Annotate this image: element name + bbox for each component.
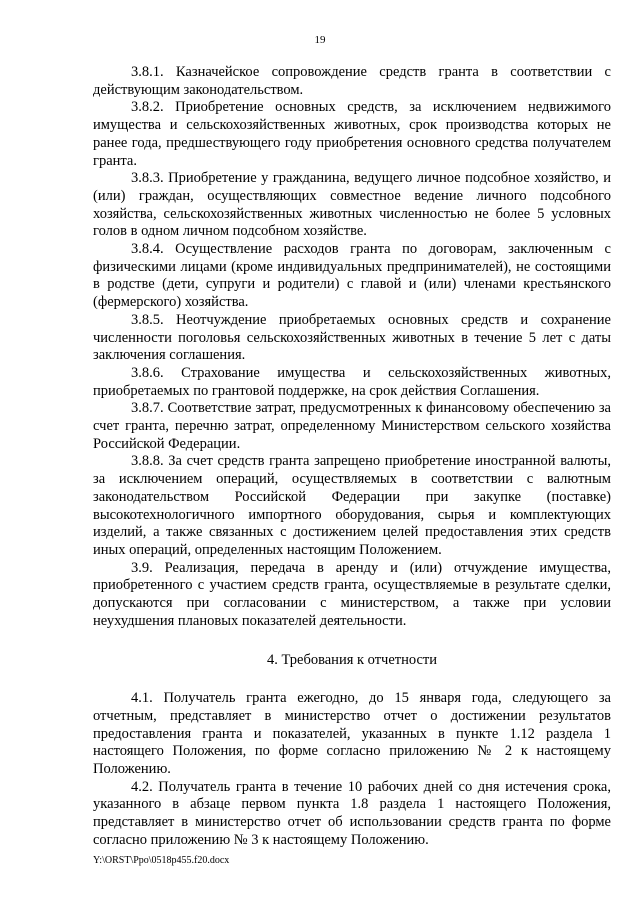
paragraph-3-9: 3.9. Реализация, передача в аренду и (или) отчуждение имущества, приобретенного с участием средств гранта, осуществляемые в результате сделки, допускаются при согласовании с министерством, а также при условии неухудшения плановых показателей деятельности. xyxy=(93,559,611,629)
paragraph-4-2: 4.2. Получатель гранта в течение 10 рабочих дней со дня истечения срока, указанного в абзаце первом пункта 1.8 раздела 1 настоящего Положения, представляет в министерство отчет об использовании средств гранта по форме согласно приложению № 3 к настоящему Положению. xyxy=(93,778,611,848)
paragraph-3-8-5: 3.8.5. Неотчуждение приобретаемых основных средств и сохранение численности поголовья сельскохозяйственных животных в течение 5 лет с даты заключения соглашения. xyxy=(93,311,611,364)
paragraph-4-1: 4.1. Получатель гранта ежегодно, до 15 января года, следующего за отчетным, представляет в министерство отчет о достижении результатов предоставления гранта и показателей, указанных в пункте 1.12 раздела 1 настоящего Положения, по форме согласно приложению № 2 к настоящему Положению. xyxy=(93,690,611,778)
footer-file-path: Y:\ORST\Ppo\0518p455.f20.docx xyxy=(93,855,230,866)
document-body xyxy=(93,64,611,850)
paragraph-3-8-8: 3.8.8. За счет средств гранта запрещено приобретение иностранной валюты, за исключением операций, осуществляемых в соответствии с валютным законодательством Российской Федерации при закупке (поставке) высокотехнологичного импортного оборудования, сырья и комплектующих изделий, а также связанных с достижением целей предоставления этих средств иных операций, определенных настоящим Положением. xyxy=(93,453,611,558)
page-number: 19 xyxy=(314,34,326,46)
section-heading: 4. Требования к отчетности xyxy=(266,651,438,668)
paragraph-3-8-1: 3.8.1. Казначейское сопровождение средств гранта в соответствии с действующим законодательством. xyxy=(93,64,611,98)
paragraph-3-8-6: 3.8.6. Страхование имущества и сельскохозяйственных животных, приобретаемых по грантовой поддержке, на срок действия Соглашения. xyxy=(93,364,611,399)
paragraph-3-8-2: 3.8.2. Приобретение основных средств, за исключением недвижимого имущества и сельскохозяйственных животных, срок производства которых не ранее года, предшествующего году приобретения основного средства получателем гранта. xyxy=(93,99,611,169)
paragraph-3-8-7: 3.8.7. Соответствие затрат, предусмотренных к финансовому обеспечению за счет гранта, перечню затрат, определенному Министерством сельского хозяйства Российской Федерации. xyxy=(93,400,611,452)
paragraph-3-8-3: 3.8.3. Приобретение у гражданина, ведущего личное подсобное хозяйство, и (или) граждан, осуществляющих совместное ведение личного подсобного хозяйства, сельскохозяйственных животных численностью не более 5 условных голов в одном личном подсобном хозяйстве. xyxy=(93,170,611,240)
paragraph-3-8-4: 3.8.4. Осуществление расходов гранта по договорам, заключенным с физическими лицами (кроме индивидуальных предпринимателей), не состоящими в родстве (дети, супруги и родители) с главой и (или) членами крестьянского (фермерского) хозяйства. xyxy=(93,241,611,311)
